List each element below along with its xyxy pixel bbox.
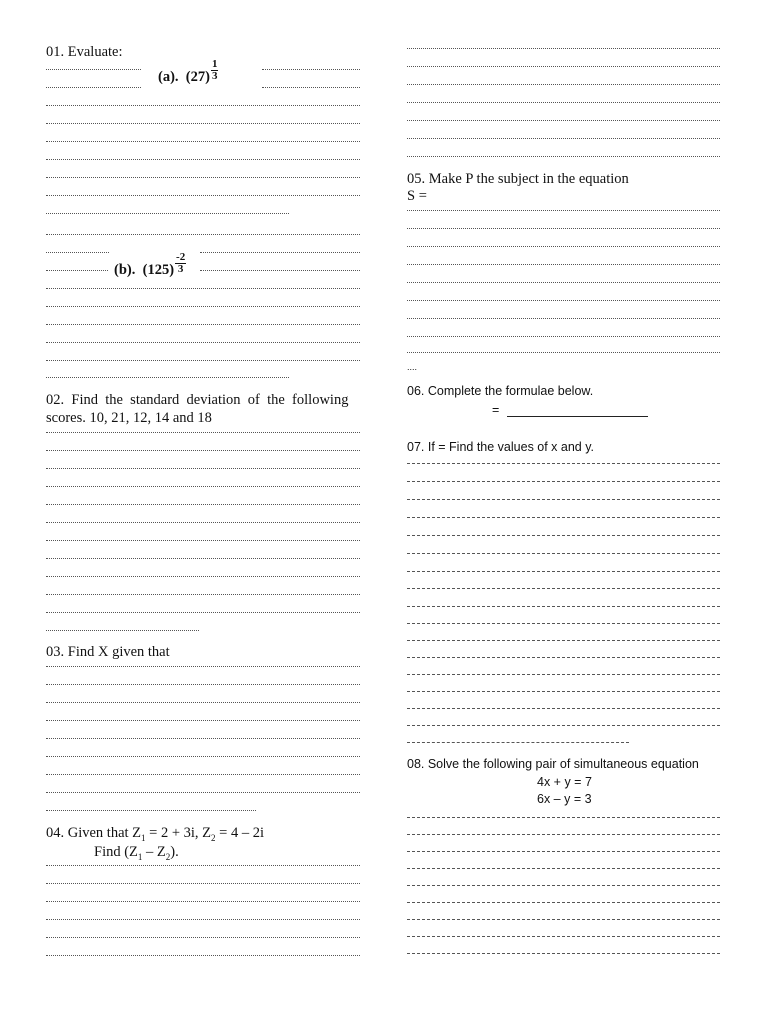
answer-line: [46, 756, 360, 757]
q7-label: 07. If = Find the values of x and y.: [407, 440, 595, 454]
answer-line: [46, 612, 360, 613]
q1b-base: (125): [142, 261, 175, 278]
q4-z2-value: = 4 – 2i: [215, 825, 265, 841]
answer-line: [407, 499, 720, 500]
answer-line: [407, 708, 720, 709]
answer-line: [46, 684, 360, 685]
answer-line: [407, 120, 720, 121]
answer-line: [46, 195, 360, 196]
stray-dots: ....: [407, 362, 418, 372]
answer-line: [46, 937, 360, 938]
q4-find-mid: – Z: [142, 844, 166, 860]
answer-line: [407, 210, 720, 211]
q2-text: [46, 391, 360, 427]
answer-line: [46, 234, 360, 235]
q2-line2: scores. 10, 21, 12, 14 and 18: [46, 410, 212, 426]
answer-line: [46, 105, 360, 106]
answer-line: [407, 300, 720, 301]
answer-line: [46, 486, 360, 487]
answer-line: [407, 953, 720, 954]
answer-line: [200, 270, 360, 271]
answer-line: [46, 774, 360, 775]
q4-z1-subscript: 1: [141, 832, 146, 843]
answer-line: [46, 540, 360, 541]
answer-line: [46, 901, 360, 902]
answer-line: [46, 702, 360, 703]
answer-line: [46, 252, 109, 253]
answer-line: [407, 588, 720, 589]
answer-line: [407, 463, 720, 464]
answer-line: [46, 159, 360, 160]
answer-line: [46, 360, 360, 361]
answer-line: [46, 270, 108, 271]
answer-line: [407, 352, 720, 353]
answer-line: [46, 666, 360, 667]
q1a-base: (27): [185, 68, 210, 85]
answer-line: [407, 282, 720, 283]
answer-line: [407, 571, 720, 572]
q1a-label: (a).: [158, 68, 179, 85]
q4-z2-subscript: 2: [211, 832, 216, 843]
answer-line: [407, 336, 720, 337]
answer-line: [407, 851, 720, 852]
q1a-exp-num: 1: [211, 58, 218, 70]
q6-blank-line: [507, 416, 648, 417]
answer-line: [407, 834, 720, 835]
answer-line: [407, 66, 720, 67]
q6-equals: =: [492, 403, 500, 417]
answer-line: [46, 377, 289, 378]
answer-line: [46, 720, 360, 721]
q4-find-text: Find (Z: [94, 844, 138, 860]
answer-line: [46, 123, 360, 124]
answer-line: [200, 252, 360, 253]
answer-line: [46, 883, 360, 884]
answer-line: [46, 141, 360, 142]
answer-line: [407, 817, 720, 818]
answer-line: [407, 606, 720, 607]
q2-line1: 02. Find the standard deviation of the following: [46, 392, 349, 408]
answer-line: [46, 522, 360, 523]
answer-line: [407, 657, 720, 658]
answer-line: [46, 865, 360, 866]
answer-line: [46, 213, 289, 214]
answer-line: [407, 623, 720, 624]
q3-label: 03. Find X given that: [46, 644, 170, 660]
answer-line: [46, 177, 360, 178]
answer-line: [46, 955, 360, 956]
answer-line: [407, 640, 720, 641]
q8-equation-1: 4x + y = 7: [537, 775, 592, 789]
answer-line: [407, 674, 720, 675]
answer-line: [407, 868, 720, 869]
answer-line: [407, 318, 720, 319]
answer-line: [407, 691, 720, 692]
answer-line: [46, 919, 360, 920]
q1b-expression: [114, 251, 186, 282]
answer-line: [46, 792, 360, 793]
answer-line: [407, 553, 720, 554]
q1a-exp-den: 3: [211, 70, 218, 82]
answer-line: [407, 264, 720, 265]
answer-line: [46, 342, 360, 343]
answer-line: [46, 558, 360, 559]
answer-line: [46, 576, 360, 577]
answer-line: [46, 432, 360, 433]
q1a-exponent: [211, 59, 219, 82]
answer-line: [407, 725, 720, 726]
q4-find-sub2: 2: [165, 851, 171, 862]
q4-find-end: ).: [170, 844, 179, 860]
answer-line: [407, 742, 629, 743]
answer-line: [46, 468, 360, 469]
q1a-expression: [158, 58, 218, 89]
answer-line: [46, 738, 360, 739]
q4-line1: [46, 825, 264, 843]
q4-line2: [94, 844, 179, 862]
q1-label: 01. Evaluate:: [46, 44, 123, 60]
answer-line: [46, 324, 360, 325]
answer-line: [46, 504, 360, 505]
answer-line: [407, 84, 720, 85]
q1b-exp-num: -2: [176, 251, 186, 263]
answer-line: [46, 810, 256, 811]
answer-line: [262, 87, 360, 88]
answer-line: [407, 48, 720, 49]
q5-line1: 05. Make P the subject in the equation: [407, 171, 629, 187]
q4-z1-value: = 2 + 3i, Z: [145, 825, 212, 841]
q8-label: 08. Solve the following pair of simultaneous equation: [407, 757, 699, 771]
answer-line: [407, 246, 720, 247]
q1b-exponent: [175, 252, 186, 275]
answer-line: [46, 288, 360, 289]
answer-line: [46, 87, 141, 88]
answer-line: [407, 919, 720, 920]
answer-line: [407, 138, 720, 139]
q5-line2: S =: [407, 188, 427, 204]
answer-line: [407, 228, 720, 229]
answer-line: [407, 156, 720, 157]
answer-line: [46, 306, 360, 307]
q8-equation-2: 6x – y = 3: [537, 792, 592, 806]
q4-find-sub1: 1: [137, 851, 143, 862]
q4-given-text: 04. Given that Z: [46, 825, 142, 841]
q6-label: 06. Complete the formulae below.: [407, 384, 594, 398]
answer-line: [46, 630, 199, 631]
answer-line: [46, 594, 360, 595]
answer-line: [46, 69, 141, 70]
q1b-label: (b).: [114, 261, 136, 278]
answer-line: [407, 936, 720, 937]
answer-line: [407, 885, 720, 886]
answer-line: [262, 69, 360, 70]
answer-line: [407, 481, 720, 482]
answer-line: [407, 517, 720, 518]
answer-line: [407, 902, 720, 903]
answer-line: [46, 450, 360, 451]
answer-line: [407, 102, 720, 103]
q1b-exp-den: 3: [177, 263, 184, 275]
answer-line: [407, 535, 720, 536]
